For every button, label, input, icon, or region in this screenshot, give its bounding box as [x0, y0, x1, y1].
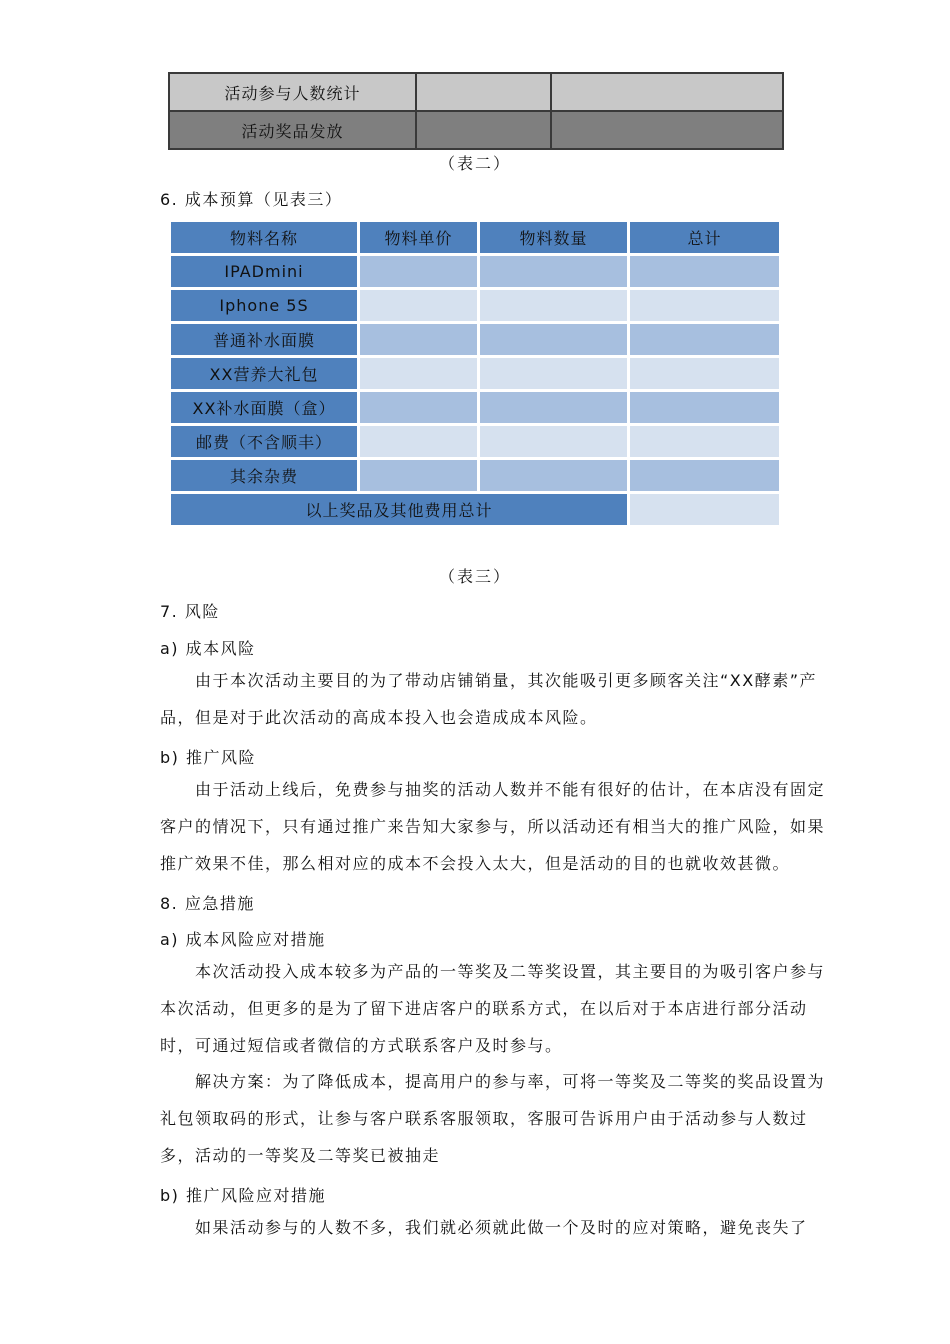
section-7a-heading: a) 成本风险 [160, 639, 256, 658]
section-8a-body [160, 953, 840, 1064]
table-cell [551, 111, 783, 149]
item-name: 普通补水面膜 [171, 324, 357, 355]
table-cell [630, 324, 779, 355]
item-name: Iphone 5S [171, 290, 357, 321]
table-row [171, 256, 779, 287]
table-cell [480, 358, 627, 389]
column-header: 物料名称 [171, 222, 357, 253]
section-6-heading: 6. 成本预算（见表三） [160, 190, 343, 209]
table-row [171, 460, 779, 491]
section-7a-body [160, 662, 840, 736]
table-cell [360, 426, 477, 457]
section-8a-heading: a) 成本风险应对措施 [160, 930, 326, 949]
paragraph-text: 如果活动参与的人数不多，我们就必须就此做一个及时的应对策略，避免丧失了 [160, 1218, 808, 1237]
table-cell [630, 290, 779, 321]
item-name: XX营养大礼包 [171, 358, 357, 389]
column-header: 物料单价 [360, 222, 477, 253]
item-name: 其余杂费 [171, 460, 357, 491]
table-cell: 活动奖品发放 [169, 111, 416, 149]
table-total-row [171, 494, 779, 525]
table-cell [360, 358, 477, 389]
table-cell [480, 324, 627, 355]
item-name: 邮费（不含顺丰） [171, 426, 357, 457]
table-cell: 活动参与人数统计 [169, 73, 416, 111]
table-cell [360, 392, 477, 423]
table-cell [630, 256, 779, 287]
table-cell [360, 256, 477, 287]
table-row [171, 290, 779, 321]
table-cell [480, 460, 627, 491]
paragraph-text: 本次活动投入成本较多为产品的一等奖及二等奖设置，其主要目的为吸引客户参与本次活动，但更多的是为了留下进店客户的联系方式，在以后对于本店进行部分活动时，可通过短信或者微信的方式联系客户及时参与。 [160, 962, 826, 1055]
table-two-caption: （表二） [438, 154, 511, 173]
item-name: IPADmini [171, 256, 357, 287]
table-three-caption: （表三） [438, 567, 511, 586]
table-row [171, 392, 779, 423]
table-cell [630, 460, 779, 491]
section-7-heading: 7. 风险 [160, 602, 220, 621]
table-row [171, 426, 779, 457]
section-8b-heading: b) 推广风险应对措施 [160, 1186, 326, 1205]
table-cell [480, 426, 627, 457]
table-cell [360, 290, 477, 321]
total-label: 以上奖品及其他费用总计 [171, 494, 627, 525]
table-cell [551, 73, 783, 111]
column-header: 物料数量 [480, 222, 627, 253]
section-8-heading: 8. 应急措施 [160, 894, 255, 913]
table-cell [480, 256, 627, 287]
table-row [169, 111, 783, 149]
table-cell [630, 358, 779, 389]
section-7b-body [160, 771, 840, 882]
table-two-fragment [168, 72, 784, 150]
table-cell [480, 392, 627, 423]
table-three [168, 219, 782, 528]
table-row [171, 358, 779, 389]
table-cell [360, 324, 477, 355]
total-value [630, 494, 779, 525]
paragraph-text: 解决方案：为了降低成本，提高用户的参与率，可将一等奖及二等奖的奖品设置为礼包领取码的形式，让参与客户联系客服领取，客服可告诉用户由于活动参与人数过多，活动的一等奖及二等奖已被抽走 [160, 1072, 826, 1165]
table-cell [360, 460, 477, 491]
table-cell [630, 426, 779, 457]
table-row [169, 73, 783, 111]
table-cell [630, 392, 779, 423]
item-name: XX补水面膜（盒） [171, 392, 357, 423]
paragraph-text: 由于本次活动主要目的为了带动店铺销量，其次能吸引更多顾客关注“XX酵素”产品，但是对于此次活动的高成本投入也会造成成本风险。 [160, 671, 818, 727]
table-cell [480, 290, 627, 321]
paragraph-text: 由于活动上线后，免费参与抽奖的活动人数并不能有很好的估计，在本店没有固定客户的情况下，只有通过推广来告知大家参与，所以活动还有相当大的推广风险，如果推广效果不佳，那么相对应的成本不会投入太大，但是活动的目的也就收效甚微。 [160, 780, 826, 873]
table-row [171, 324, 779, 355]
table-cell [416, 111, 551, 149]
table-header-row [171, 222, 779, 253]
section-7b-heading: b) 推广风险 [160, 748, 256, 767]
section-8a-solution [160, 1063, 840, 1174]
table-cell [416, 73, 551, 111]
column-header: 总计 [630, 222, 779, 253]
section-8b-body [160, 1209, 840, 1246]
